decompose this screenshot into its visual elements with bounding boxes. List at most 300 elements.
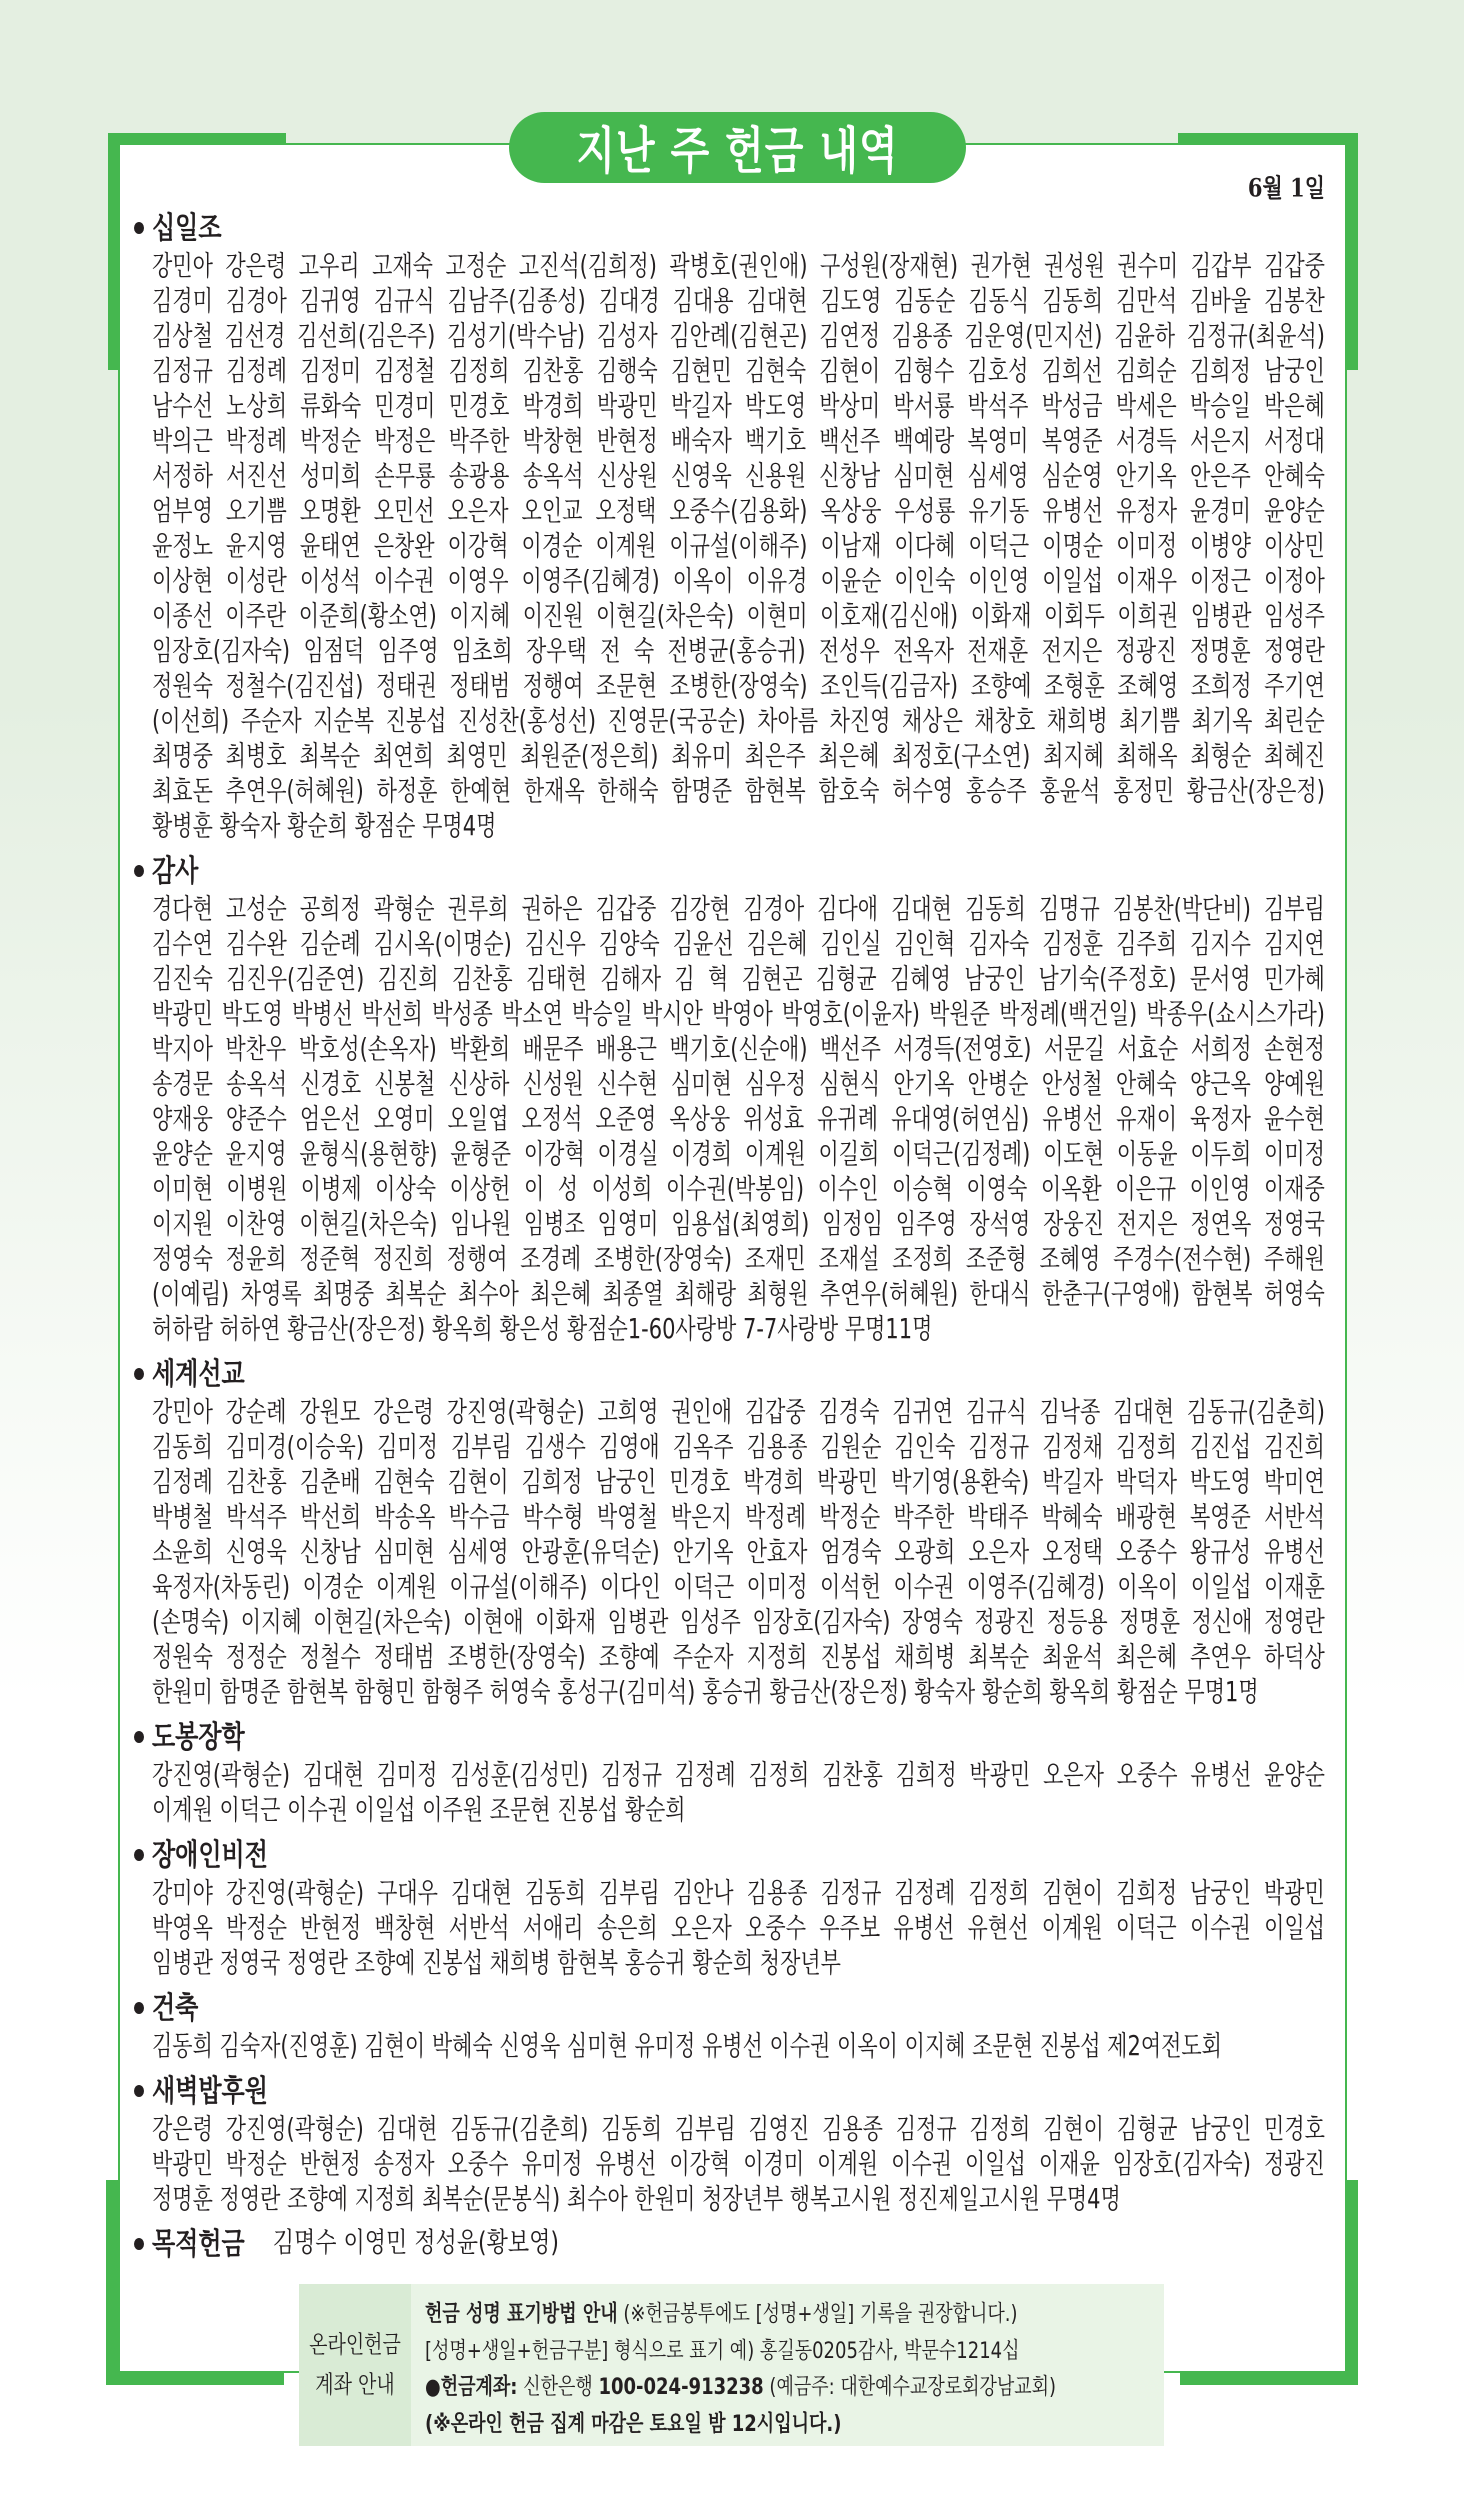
- donor-name: 이현애: [462, 1606, 524, 1638]
- donor-name: 백예랑: [893, 425, 955, 457]
- donor-name: 이성석: [299, 565, 361, 597]
- donor-name: 오은자: [447, 495, 509, 527]
- donor-name: 최해랑: [675, 1278, 736, 1310]
- donor-name: 이: [523, 1173, 545, 1205]
- donor-name: 주경수(전수현): [1113, 1243, 1252, 1275]
- donor-name: 정철수(김진섭): [225, 670, 364, 702]
- donor-name: 김현민: [670, 355, 732, 387]
- donor-name: 송광용: [448, 460, 510, 492]
- donor-name: 최기옥: [1191, 705, 1253, 737]
- donor-name: 안병순: [967, 1068, 1029, 1100]
- section-heading: [130, 2070, 1325, 2112]
- donor-name: 채희병: [1046, 705, 1108, 737]
- donor-name: 이경희: [671, 1138, 733, 1170]
- donor-name: 강은령: [152, 2113, 213, 2145]
- donor-name: 강진영(곽형순): [225, 2113, 364, 2145]
- donor-name: 유정자: [1116, 495, 1177, 527]
- donor-name: 반현정: [596, 425, 658, 457]
- donor-name: 장영숙: [902, 1606, 963, 1638]
- donor-name: 고진석(김희정): [518, 250, 657, 282]
- donor-name: 강은령: [225, 250, 287, 282]
- donor-name: 숙: [633, 635, 655, 667]
- donor-name: 고재숙: [372, 250, 433, 282]
- donor-name: 지순복: [313, 705, 375, 737]
- donor-name: 박광민: [817, 1466, 879, 1498]
- donor-name: 한예현: [450, 775, 512, 807]
- donor-name: 김경미: [152, 285, 213, 317]
- donor-name: 이수권: [891, 2148, 952, 2180]
- donor-name: 이강혁: [523, 1138, 585, 1170]
- donor-name: 곽형순: [373, 893, 435, 925]
- donor-name: 조병한(장영숙): [447, 1641, 586, 1673]
- donor-name: 복영준: [1041, 425, 1103, 457]
- donor-name: 강순례: [225, 1396, 287, 1428]
- donor-name: 이찬영: [225, 1208, 287, 1240]
- donor-name: 강진영(곽형순): [225, 1877, 365, 1909]
- offering-section: [130, 207, 1325, 844]
- donor-name: 이병제: [300, 1173, 362, 1205]
- donor-name: 유현선: [967, 1912, 1029, 1944]
- donor-name: 이상민: [1263, 530, 1325, 562]
- donor-name: 김정채: [1042, 1431, 1104, 1463]
- donor-name: 심미현: [670, 1068, 732, 1100]
- donor-name: 한재옥: [523, 775, 585, 807]
- donor-name: 신성원: [522, 1068, 584, 1100]
- donor-name: 박경희: [522, 390, 584, 422]
- donor-name: 이일섭: [964, 2148, 1026, 2180]
- frame-corner-br-h: [1180, 2371, 1358, 2385]
- donor-name: 조희정: [1190, 670, 1252, 702]
- donor-name: 구성원(장재현): [820, 250, 959, 282]
- donor-name: 조향예: [598, 1641, 660, 1673]
- donor-name: 김정희: [968, 1877, 1030, 1909]
- donor-name: 김희정: [521, 1466, 583, 1498]
- donor-name: 최정호(구소연): [892, 740, 1031, 772]
- donor-name: 한대식: [969, 1278, 1031, 1310]
- donor-name: 이주란: [225, 600, 287, 632]
- donor-name: 왕규성: [1190, 1536, 1251, 1568]
- donor-name: 민경호: [448, 390, 510, 422]
- donor-name: 전지은: [1041, 635, 1103, 667]
- bullet-icon: [134, 1849, 144, 1861]
- bullet-icon: [134, 2002, 144, 2014]
- page-title: 지난 주 헌금 내역: [576, 123, 899, 181]
- donor-name: 오은자: [1043, 1759, 1104, 1791]
- donor-name: 윤정노: [152, 530, 213, 562]
- donor-name: 지정희: [746, 1641, 808, 1673]
- donor-name: 최명중: [313, 1278, 375, 1310]
- donor-name: 김남주(김종성): [447, 285, 586, 317]
- donor-name: 육정자: [1190, 1103, 1251, 1135]
- donor-name: 박의근: [152, 425, 213, 457]
- donor-name: 박길자: [1042, 1466, 1104, 1498]
- donor-name: 서애리: [522, 1912, 584, 1944]
- donor-name: 김부림: [674, 2113, 736, 2145]
- donor-name: 육정자(차동린): [152, 1571, 291, 1603]
- donor-name: 김정례: [226, 355, 287, 387]
- donor-name: 김미정: [376, 1759, 438, 1791]
- donor-name: 신창남: [299, 1536, 361, 1568]
- donor-name: 김영애: [598, 1431, 660, 1463]
- donor-name: 박원준: [929, 998, 990, 1030]
- donor-name: 김경아: [743, 893, 805, 925]
- donor-name: 권인애: [671, 1396, 733, 1428]
- donor-name: 윤형식(용현향): [299, 1138, 438, 1170]
- donor-name: 최윤석: [1042, 1641, 1104, 1673]
- donor-name: 김행숙: [596, 355, 658, 387]
- donor-name: 전: [600, 635, 621, 667]
- donor-name: 조준형: [965, 1243, 1027, 1275]
- donor-name: 김강현: [669, 893, 731, 925]
- donor-name: 정등용: [1046, 1606, 1108, 1638]
- donor-name: 서반석: [1264, 1501, 1325, 1533]
- donor-name: 유병선: [893, 1912, 955, 1944]
- donor-name: 박정은: [374, 425, 436, 457]
- donor-name: 송옥석: [522, 460, 584, 492]
- donor-name: 이인숙: [894, 565, 956, 597]
- donor-name: 박정례(백건일): [999, 998, 1138, 1030]
- name-line: 한원미 함명준 함현복 함형민 함형주 허영숙 홍성구(김미석) 홍승귀 황금산(장은정) 황숙자 황순희 황옥희 황점순 무명1명: [152, 1676, 1259, 1708]
- donor-name: 전지은: [1116, 1208, 1178, 1240]
- donor-name: 임점덕: [303, 635, 365, 667]
- donor-name: 김만석: [1116, 285, 1177, 317]
- donor-name: 김동희: [601, 2113, 662, 2145]
- donor-name: 위성효: [743, 1103, 805, 1135]
- donor-name: 조혜영: [1117, 670, 1179, 702]
- donor-name: 남궁인: [964, 963, 1026, 995]
- donor-name: 박정순: [225, 2148, 287, 2180]
- donor-name: 강진영(곽형순): [446, 1396, 585, 1428]
- donor-name: 조정희: [892, 1243, 954, 1275]
- donor-name: 윤지영: [225, 530, 287, 562]
- donor-name: 김대용: [672, 285, 734, 317]
- donor-name: 김미경(이승욱): [225, 1431, 365, 1463]
- donor-name: 김시옥(이명순): [373, 928, 512, 960]
- donor-name: 김현이: [819, 355, 881, 387]
- donor-name: 김대경: [598, 285, 660, 317]
- donor-name: 박승일: [571, 998, 633, 1030]
- donor-name: 진영문(국공순): [607, 705, 746, 737]
- donor-name: 박소연: [501, 998, 563, 1030]
- section-heading: [130, 1987, 1325, 2029]
- donor-name: 주기연: [1264, 670, 1325, 702]
- report-date: 6월 1일: [1247, 172, 1325, 203]
- donor-name: 김인실: [820, 928, 882, 960]
- donor-name: 서경득: [1115, 425, 1177, 457]
- donor-name: 이진원: [522, 600, 584, 632]
- donor-name: 심우정: [745, 1068, 806, 1100]
- donor-name: 오영미: [373, 1103, 435, 1135]
- donor-name: 박광민: [969, 1759, 1031, 1791]
- donor-name: 최연희: [372, 740, 434, 772]
- donor-name: 유대영(허연심): [891, 1103, 1030, 1135]
- donor-name: 유기동: [968, 495, 1030, 527]
- donor-name: 김정례: [894, 1877, 956, 1909]
- donor-name: 이성란: [225, 565, 287, 597]
- donor-name: 남궁인: [1264, 355, 1325, 387]
- donor-name: 김선경: [224, 320, 286, 352]
- donor-name: 허수영: [892, 775, 954, 807]
- donor-name: 이병원: [226, 1173, 288, 1205]
- donor-name: 임용섭(최영희): [671, 1208, 810, 1240]
- donor-name: 이규설(이해주): [669, 530, 808, 562]
- donor-name: 이수권(박봉임): [666, 1173, 805, 1205]
- donor-name: 김정례: [152, 1466, 213, 1498]
- donor-name: 이석헌: [820, 1571, 881, 1603]
- donor-name: 민가혜: [1264, 963, 1325, 995]
- donor-name: 박태주: [967, 1501, 1029, 1533]
- donor-name: 김낙종: [1039, 1396, 1101, 1428]
- donor-name: 오정석: [521, 1103, 583, 1135]
- donor-name: 서반석: [448, 1912, 510, 1944]
- donor-name: 주순자: [240, 705, 302, 737]
- donor-name: 장석영: [969, 1208, 1031, 1240]
- donor-name: 우주보: [819, 1912, 881, 1944]
- donor-name: 윤양순: [152, 1138, 213, 1170]
- donor-name: 우성룡: [894, 495, 956, 527]
- donor-name: 김용종: [891, 320, 953, 352]
- donor-name: 이현길(차은숙): [313, 1606, 452, 1638]
- donor-name: 박주한: [448, 425, 510, 457]
- donor-name: 유재이: [1116, 1103, 1177, 1135]
- donor-name: 김동희: [524, 1877, 586, 1909]
- donor-name: 윤수현: [1263, 1103, 1325, 1135]
- donor-name: 고희영: [597, 1396, 659, 1428]
- offering-section: [130, 1353, 1325, 1710]
- donor-name: 정영숙: [152, 1243, 213, 1275]
- donor-name: 서진선: [226, 460, 287, 492]
- donor-name: 박지아: [152, 1033, 213, 1065]
- donor-name: 이규설(이해주): [449, 1571, 588, 1603]
- donor-name: 엄경숙: [820, 1536, 882, 1568]
- donor-name: 구대우: [377, 1877, 438, 1909]
- online-offering-notice: [299, 2284, 1164, 2446]
- donor-name: 박영호(이윤자): [781, 998, 920, 1030]
- donor-name: 김자숙: [968, 928, 1030, 960]
- donor-name: 옥상웅: [820, 495, 882, 527]
- donor-name: 김지수: [1190, 928, 1251, 960]
- donor-name: 임장호(김자숙): [152, 635, 291, 667]
- donor-name: 배광현: [1115, 1501, 1177, 1533]
- donor-name: 박상미: [819, 390, 881, 422]
- donor-name: 민경호: [669, 1466, 731, 1498]
- donor-name: 박선희: [300, 1501, 362, 1533]
- donor-name: 박미연: [1263, 1466, 1325, 1498]
- donor-name: 이도현: [1043, 1138, 1104, 1170]
- donor-name: 정신애: [1191, 1606, 1253, 1638]
- donor-name: 함호숙: [818, 775, 880, 807]
- donor-name: 이수인: [817, 1173, 879, 1205]
- donor-name: 이덕근: [673, 1571, 735, 1603]
- donor-name: 박정순: [819, 1501, 881, 1533]
- donor-name: 이영우: [447, 565, 509, 597]
- donor-name: 신상원: [596, 460, 658, 492]
- donor-name: 임정임: [822, 1208, 883, 1240]
- donor-name: 성: [557, 1173, 579, 1205]
- donor-name: 반현정: [300, 1912, 362, 1944]
- donor-name: 곽병호(권인애): [669, 250, 808, 282]
- donor-name: 조향예: [970, 670, 1032, 702]
- donor-name: 한춘구(구영애): [1041, 1278, 1181, 1310]
- frame-corner-tl-v: [108, 133, 120, 370]
- donor-name: (이예림): [152, 1278, 230, 1310]
- donor-name: 김갑중: [744, 1396, 806, 1428]
- donor-name: 이회두: [1043, 600, 1105, 632]
- donor-name: 임병조: [523, 1208, 585, 1240]
- donor-name: 조인득(김금자): [820, 670, 959, 702]
- donor-name: 서경득(전영호): [893, 1033, 1032, 1065]
- donor-name: 유병선: [1042, 1103, 1104, 1135]
- donor-name: 박영옥: [152, 1912, 213, 1944]
- account-label: ●헌금계좌:: [425, 2374, 518, 2401]
- donor-name: 김동희: [964, 893, 1026, 925]
- donor-name: 이명순: [1042, 530, 1104, 562]
- donor-name: 이현길(차은숙): [596, 600, 735, 632]
- donor-name: 백선주: [819, 425, 881, 457]
- donor-name: 박선희: [361, 998, 423, 1030]
- donor-name: 오광희: [894, 1536, 956, 1568]
- bullet-icon: [134, 1368, 144, 1380]
- donor-name: 이계원: [595, 530, 657, 562]
- donor-name: 조재설: [818, 1243, 880, 1275]
- donor-name: 정태범: [373, 1641, 435, 1673]
- donor-name: 민경미: [374, 390, 436, 422]
- donor-name: 박성종: [431, 998, 493, 1030]
- section-title: 새벽밥후원: [152, 2073, 268, 2109]
- donor-name: 김희정: [1116, 1877, 1177, 1909]
- donor-name: 김용종: [746, 1877, 808, 1909]
- donor-name: 주해원: [1264, 1243, 1325, 1275]
- donor-name: 옥상웅: [669, 1103, 731, 1135]
- donor-name: 김경숙: [818, 1396, 880, 1428]
- donor-name: 이상현: [152, 565, 213, 597]
- donor-name: 윤양순: [1264, 1759, 1325, 1791]
- donor-name: 남수선: [152, 390, 213, 422]
- donor-name: 김상철: [152, 320, 213, 352]
- donor-name: 이동윤: [1116, 1138, 1178, 1170]
- donor-name: 안기옥: [1115, 460, 1177, 492]
- donor-name: 이옥이: [672, 565, 734, 597]
- donor-name: 백기호(신순애): [669, 1033, 808, 1065]
- bullet-icon: [134, 2238, 144, 2250]
- donor-name: 김찬홍: [225, 1466, 287, 1498]
- donor-name: 장우택: [526, 635, 587, 667]
- donor-name: 정진희: [372, 1243, 434, 1275]
- donor-name: 최해옥: [1116, 740, 1178, 772]
- offering-section: [130, 2070, 1325, 2217]
- donor-name: 박경희: [743, 1466, 805, 1498]
- donor-name: 김성자: [596, 320, 658, 352]
- donor-name: 이길희: [818, 1138, 880, 1170]
- donor-name: 진성찬(홍성선): [457, 705, 597, 737]
- donor-name: 조형훈: [1043, 670, 1105, 702]
- bullet-icon: [134, 865, 144, 877]
- donor-name: 김현숙: [373, 1466, 435, 1498]
- donor-name: 전재훈: [967, 635, 1029, 667]
- donor-name: 이다혜: [894, 530, 956, 562]
- donor-name: 김부림: [598, 1877, 660, 1909]
- donor-name: 유병선: [1190, 1759, 1252, 1791]
- donor-name: 박은지: [670, 1501, 732, 1533]
- donor-name: 김안나: [672, 1877, 734, 1909]
- frame-corner-br-v: [1345, 2180, 1358, 2385]
- section-heading: [130, 1716, 1325, 1758]
- donor-name: 김명규: [1038, 893, 1100, 925]
- donor-name: 임초희: [451, 635, 513, 667]
- donor-name: 이지혜: [449, 600, 511, 632]
- donor-name: 박병선: [291, 998, 353, 1030]
- donor-name: (손명숙): [152, 1606, 230, 1638]
- donor-name: 남기숙(주정호): [1038, 963, 1177, 995]
- donor-name: 임성주: [1264, 600, 1325, 632]
- donor-name: 오중수: [1116, 1536, 1177, 1568]
- bank-name: 신한은행: [517, 2374, 599, 2401]
- donor-name: 정영란: [1264, 635, 1325, 667]
- name-line: 허하람 허하연 황금산(장은정) 황옥희 황은성 황점순1-60사랑방 7-7사랑방 무명11명: [152, 1313, 933, 1345]
- donor-name: 이인영: [1189, 1173, 1251, 1205]
- donor-name: 유귀례: [817, 1103, 879, 1135]
- donor-name: 은창완: [373, 530, 435, 562]
- donor-name: 공희정: [299, 893, 361, 925]
- donor-name: 김원순: [820, 1431, 882, 1463]
- donor-name: 조병한(장영숙): [669, 670, 808, 702]
- frame-corner-tr-h: [1178, 133, 1358, 145]
- donor-name: 강진영(곽형순): [152, 1759, 291, 1791]
- donor-name: 서효순: [1117, 1033, 1179, 1065]
- donor-name: 신창남: [819, 460, 881, 492]
- donor-name: 홍승주: [965, 775, 1027, 807]
- donor-name: 정행여: [522, 670, 584, 702]
- donor-name: 김선희(김은주): [297, 320, 436, 352]
- donor-name: 김대현: [302, 1759, 364, 1791]
- donor-name: 김정규: [601, 1759, 662, 1791]
- donor-name: 정행여: [446, 1243, 508, 1275]
- donor-name: 신경호: [300, 1068, 362, 1100]
- donor-name: 이영주(김혜경): [966, 1571, 1105, 1603]
- donor-name: 이남재: [820, 530, 882, 562]
- donor-name: 김바울: [1190, 285, 1251, 317]
- section-title: 십일조: [152, 210, 222, 246]
- donor-name: 김부림: [1263, 893, 1325, 925]
- donor-name: 권가현: [970, 250, 1032, 282]
- account-holder: (예금주: 대한예수교장로회강남교회): [763, 2374, 1057, 2401]
- donor-name: 정광진: [1115, 635, 1177, 667]
- donor-name: 심미현: [893, 460, 955, 492]
- donor-name: 이영숙: [966, 1173, 1028, 1205]
- donor-name: 임장호(김자숙): [1112, 2148, 1251, 2180]
- notice-label-line1: 온라인헌금: [309, 2331, 401, 2359]
- donor-name: 김동순: [894, 285, 956, 317]
- donor-name: 이희권: [1117, 600, 1179, 632]
- donor-name: 신수현: [596, 1068, 658, 1100]
- donor-name: 남궁인: [1190, 1877, 1251, 1909]
- donor-name: 안성철: [1041, 1068, 1103, 1100]
- donor-name: 이종선: [152, 600, 213, 632]
- donor-name: 심세영: [967, 460, 1029, 492]
- donor-name: 정명훈: [1119, 1606, 1181, 1638]
- donor-name: 박수금: [448, 1501, 510, 1533]
- donor-name: 임나원: [450, 1208, 512, 1240]
- notice-label-line2: 계좌 안내: [315, 2371, 395, 2399]
- donor-name: 유병선: [1042, 495, 1104, 527]
- donor-name: 이강혁: [447, 530, 509, 562]
- donor-name: 이계원: [817, 2148, 879, 2180]
- donor-name: 김정희: [748, 1759, 810, 1791]
- donor-name: 김진숙: [152, 963, 213, 995]
- donor-name: 이미정: [1116, 530, 1177, 562]
- donor-name: 박혜숙: [1041, 1501, 1103, 1533]
- donor-name: 김봉찬(박단비): [1112, 893, 1251, 925]
